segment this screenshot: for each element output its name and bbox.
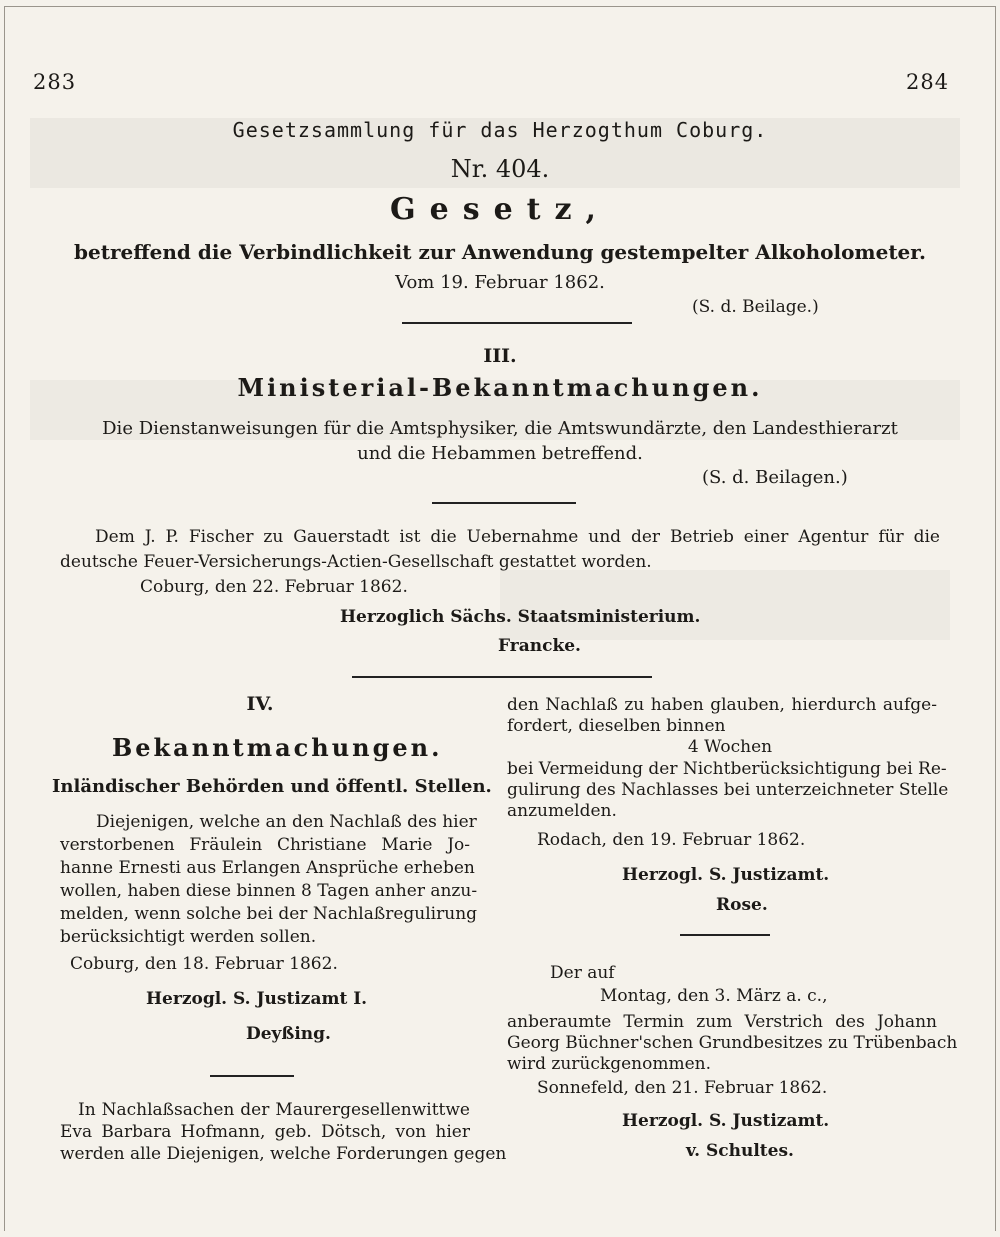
rodach-period: 4 Wochen [687, 737, 773, 757]
rodach-signature: Rose. [716, 895, 768, 915]
section-iv-heading: Bekanntmachungen. [112, 733, 443, 762]
fischer-notice-line: Dem J. P. Fischer zu Gauerstadt ist die Uebernahme und der Betrieb einer Agentur für die [95, 527, 940, 547]
law-date: Vom 19. Februar 1862. [395, 272, 605, 293]
hofmann-notice-line: In Nachlaßsachen der Maurergesellenwittwe [78, 1100, 470, 1120]
rodach-notice-line: anzumelden. [507, 801, 617, 821]
page-number-right: 284 [906, 70, 950, 94]
fischer-authority: Herzoglich Sächs. Staatsministerium. [340, 607, 701, 627]
section-divider [680, 934, 770, 936]
ernesti-notice-line: hanne Ernesti aus Erlangen Ansprüche erheben [60, 858, 475, 878]
rodach-authority: Herzogl. S. Justizamt. [622, 865, 830, 885]
section-iii-numeral: III. [483, 345, 517, 367]
sonnefeld-notice-line: Georg Büchner'schen Grundbesitzes zu Trübenbach [507, 1033, 958, 1053]
ernesti-notice-line: berücksichtigt werden sollen. [60, 927, 317, 947]
ernesti-place-date: Coburg, den 18. Februar 1862. [70, 954, 338, 974]
ernesti-notice-line: Diejenigen, welche an den Nachlaß des hier [96, 812, 477, 832]
ernesti-notice-line: melden, wenn solche bei der Nachlaßregulirung [60, 904, 478, 924]
rodach-place-date: Rodach, den 19. Februar 1862. [537, 830, 806, 850]
fischer-place-date: Coburg, den 22. Februar 1862. [140, 577, 408, 597]
section-iii-heading: Ministerial-Bekanntmachungen. [237, 373, 763, 402]
ernesti-notice-line: wollen, haben diese binnen 8 Tagen anher anzu- [60, 881, 478, 901]
section-iv-subheading: Inländischer Behörden und öffentl. Stellen. [52, 776, 492, 797]
page-border [995, 6, 996, 1231]
rodach-notice-line: gulirung des Nachlasses bei unterzeichneter Stelle [507, 780, 949, 800]
section-divider [352, 676, 652, 678]
fischer-signature: Francke. [498, 636, 581, 656]
hofmann-notice-line: werden alle Diejenigen, welche Forderungen gegen [60, 1144, 507, 1164]
hofmann-notice-line: Eva Barbara Hofmann, geb. Dötsch, von hier [60, 1122, 470, 1142]
law-kind-heading: Gesetz, [389, 192, 611, 227]
rodach-notice-line: fordert, dieselben binnen [507, 716, 726, 736]
page-number-left: 283 [33, 70, 77, 94]
ernesti-notice-line: verstorbenen Fräulein Christiane Marie Jo- [60, 835, 470, 855]
ernesti-authority: Herzogl. S. Justizamt I. [146, 989, 368, 1009]
sonnefeld-notice-line: wird zurückgenommen. [507, 1054, 711, 1074]
section-iii-line: und die Hebammen betreffend. [357, 443, 643, 464]
section-divider [402, 322, 632, 324]
rodach-notice-line: den Nachlaß zu haben glauben, hierdurch aufge- [507, 695, 937, 715]
law-note: (S. d. Beilage.) [692, 297, 819, 317]
sonnefeld-place-date: Sonnefeld, den 21. Februar 1862. [537, 1078, 828, 1098]
sonnefeld-signature: v. Schultes. [686, 1141, 794, 1161]
law-number: Nr. 404. [450, 155, 550, 183]
section-divider [432, 502, 576, 504]
section-iv-numeral: IV. [246, 693, 274, 715]
law-title: betreffend die Verbindlichkeit zur Anwendung gestempelter Alkoholometer. [74, 240, 926, 264]
ernesti-signature: Deyßing. [246, 1024, 331, 1044]
page-border [4, 6, 5, 1231]
page-border [4, 6, 996, 7]
collection-title: Gesetzsammlung für das Herzogthum Coburg. [232, 118, 768, 142]
bleed-through-shadow [500, 570, 950, 640]
sonnefeld-notice-line: Montag, den 3. März a. c., [600, 986, 828, 1006]
fischer-notice-line: deutsche Feuer-Versicherungs-Actien-Gesellschaft gestattet worden. [60, 552, 652, 572]
sonnefeld-authority: Herzogl. S. Justizamt. [622, 1111, 830, 1131]
sonnefeld-notice-line: anberaumte Termin zum Verstrich des Johann [507, 1012, 937, 1032]
rodach-notice-line: bei Vermeidung der Nichtberücksichtigung bei Re- [507, 759, 947, 779]
section-divider [210, 1075, 294, 1077]
section-iii-note: (S. d. Beilagen.) [702, 467, 848, 488]
sonnefeld-notice-line: Der auf [550, 963, 615, 983]
section-iii-line: Die Dienstanweisungen für die Amtsphysiker, die Amtswundärzte, den Landesthierarzt [102, 418, 898, 439]
